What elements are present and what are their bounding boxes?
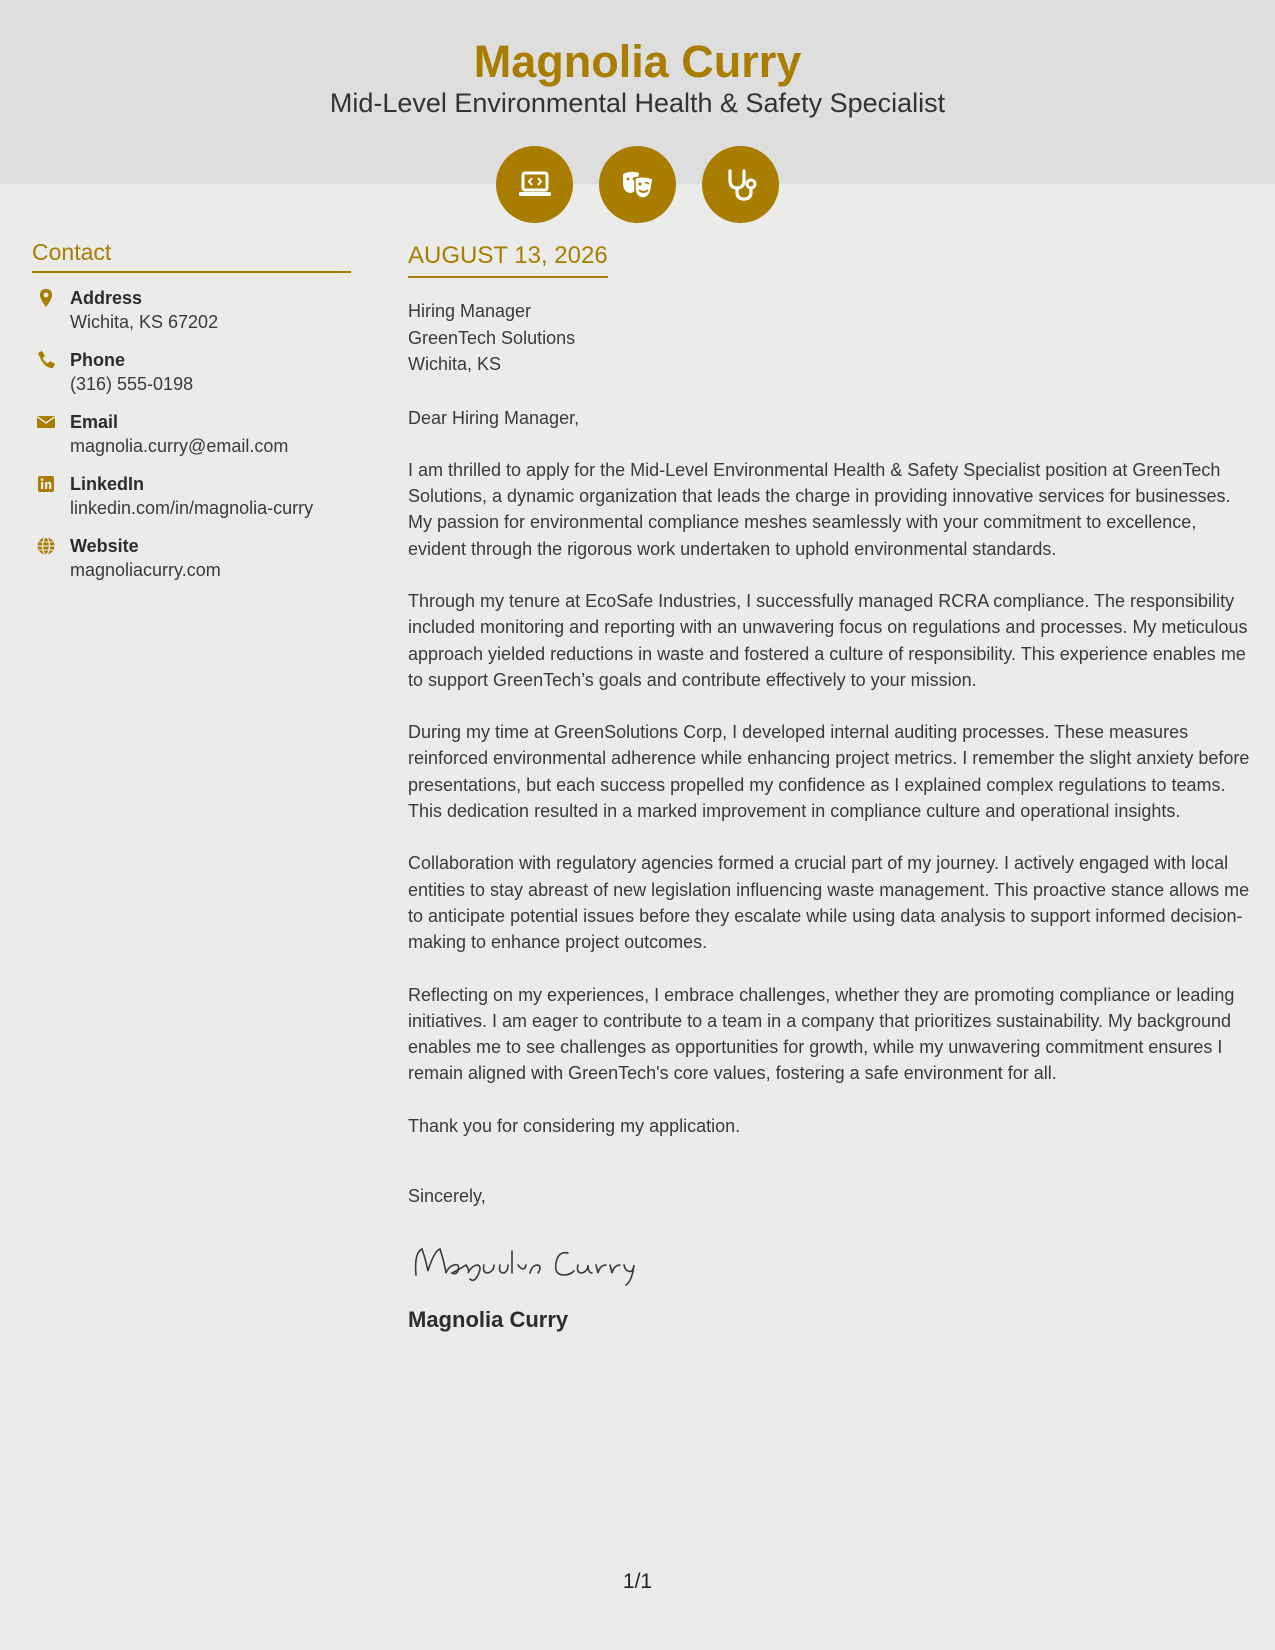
contact-linkedin bbox=[32, 472, 351, 521]
phone-icon bbox=[35, 349, 57, 371]
page-number: 1/1 bbox=[622, 1570, 653, 1593]
contact-value: magnolia.curry@email.com bbox=[70, 436, 289, 456]
contact-value: linkedin.com/in/magnolia-curry bbox=[70, 498, 314, 518]
envelope-icon bbox=[35, 411, 57, 433]
contact-email bbox=[32, 410, 351, 459]
header-icon-row bbox=[0, 146, 1275, 223]
contact-label: Address bbox=[70, 288, 143, 308]
applicant-name: Magnolia Curry bbox=[473, 36, 802, 87]
recipient-line: Hiring Manager bbox=[408, 301, 532, 321]
contact-section-title: Contact bbox=[32, 238, 351, 273]
contact-sidebar bbox=[32, 238, 351, 583]
signer-name: Magnolia Curry bbox=[408, 1307, 569, 1333]
letter-paragraph: Collaboration with regulatory agencies formed a crucial part of my journey. I actively engaged with local entities to stay abreast of new legislation influencing waste management. This proactive stance allows me to anticipate potential issues before they escalate while using data analysis to support informed decision-making to enhance project outcomes. bbox=[408, 853, 1250, 953]
job-title: Mid-Level Environmental Health & Safety Specialist bbox=[329, 88, 946, 118]
letter-paragraph: During my time at GreenSolutions Corp, I developed internal auditing processes. These measures reinforced environmental adherence while enhancing project metrics. I remember the slight anxiety before presentations, but each success propelled my confidence as I explained complex regulations to teams. This dedication resulted in a marked improvement in compliance culture and operational insights. bbox=[408, 722, 1250, 822]
contact-value: Wichita, KS 67202 bbox=[70, 312, 219, 332]
contact-label: LinkedIn bbox=[70, 474, 145, 494]
contact-label: Phone bbox=[70, 350, 126, 370]
greeting: Dear Hiring Manager, bbox=[408, 407, 580, 428]
contact-value: magnoliacurry.com bbox=[70, 560, 221, 580]
contact-value: (316) 555-0198 bbox=[70, 374, 194, 394]
recipient-line: GreenTech Solutions bbox=[408, 327, 576, 348]
letter-paragraph: Reflecting on my experiences, I embrace challenges, whether they are promoting compliance or leading initiatives. I am eager to contribute to a team in a company that prioritizes sustainability. My background enables me to see challenges as opportunities for growth, while my unwavering commitment ensures I remain aligned with GreenTech's core values, fostering a safe environment for all. bbox=[408, 984, 1235, 1084]
linkedin-icon bbox=[35, 473, 57, 495]
laptop-code-icon bbox=[496, 146, 573, 223]
contact-label: Email bbox=[70, 412, 119, 432]
stethoscope-icon bbox=[702, 146, 779, 223]
letter-body bbox=[408, 240, 1250, 1335]
thanks-line: Thank you for considering my application. bbox=[408, 1115, 741, 1136]
recipient-line: Wichita, KS bbox=[408, 354, 502, 374]
letter-paragraph: Through my tenure at EcoSafe Industries, I successfully managed RCRA compliance. The responsibility included monitoring and reporting with an unwavering focus on regulations and processes. My meticulous approach yielded reductions in waste and fostered a culture of responsibility. This experience enables me to support GreenTech’s goals and contribute effectively to your mission. bbox=[408, 590, 1248, 690]
letter-paragraph: I am thrilled to apply for the Mid-Level Environmental Health & Safety Specialist position at GreenTech Solutions, a dynamic organization that leads the charge in providing innovative services for businesses. My passion for environmental compliance meshes seamlessly with your commitment to excellence, evident through the rigorous work undertaken to uphold environmental standards. bbox=[408, 459, 1231, 559]
contact-address bbox=[32, 286, 351, 335]
theater-masks-icon bbox=[599, 146, 676, 223]
contact-phone bbox=[32, 348, 351, 397]
recipient-block bbox=[408, 298, 1250, 378]
globe-icon bbox=[35, 535, 57, 557]
contact-website bbox=[32, 534, 351, 583]
letter-date: AUGUST 13, 2026 bbox=[408, 240, 608, 278]
map-pin-icon bbox=[35, 287, 57, 309]
handwritten-signature bbox=[408, 1231, 1250, 1291]
contact-label: Website bbox=[70, 536, 139, 556]
sign-off: Sincerely, bbox=[408, 1186, 486, 1207]
